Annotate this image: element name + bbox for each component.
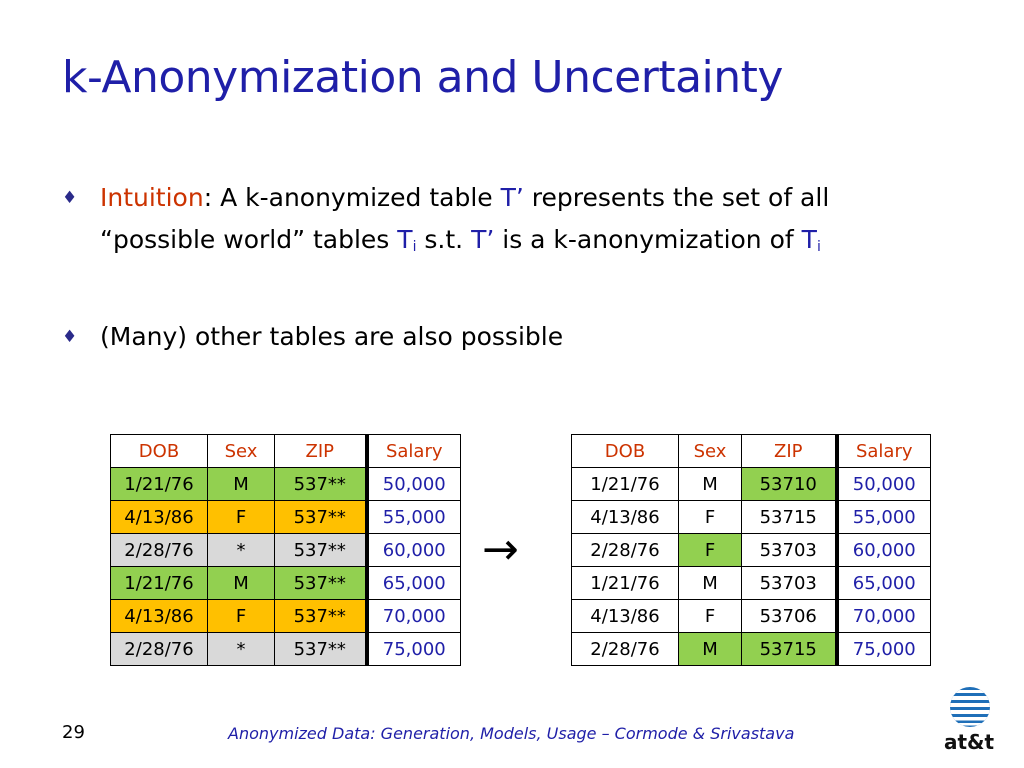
- t-i: $T_i$: [397, 225, 417, 255]
- cell-dob: 1/21/76: [111, 468, 208, 501]
- table-row: [572, 468, 931, 501]
- cell-dob: 2/28/76: [572, 633, 679, 666]
- cell-dob: 4/13/86: [111, 501, 208, 534]
- cell-dob: 1/21/76: [111, 567, 208, 600]
- col-salary: Salary: [837, 435, 931, 468]
- cell-sex: F: [679, 600, 742, 633]
- table-row: [572, 633, 931, 666]
- cell-zip: 53710: [742, 468, 837, 501]
- table-row: [111, 633, 461, 666]
- bullet-text: (Many) other tables are also possible: [100, 322, 564, 351]
- cell-dob: 2/28/76: [111, 534, 208, 567]
- table-row: [572, 600, 931, 633]
- cell-zip: 537**: [275, 468, 367, 501]
- cell-sex: M: [208, 567, 275, 600]
- cell-zip: 53715: [742, 501, 837, 534]
- t-prime: T’: [471, 225, 495, 254]
- col-zip: ZIP: [275, 435, 367, 468]
- table-row: [111, 534, 461, 567]
- table-row: [111, 567, 461, 600]
- cell-salary: 55,000: [367, 501, 461, 534]
- t-i: $T_i$: [801, 225, 821, 255]
- cell-salary: 70,000: [837, 600, 931, 633]
- bullet-line-2: [100, 219, 829, 268]
- cell-zip: 537**: [275, 633, 367, 666]
- table-row: [111, 501, 461, 534]
- table-row: [572, 567, 931, 600]
- cell-zip: 53706: [742, 600, 837, 633]
- cell-dob: 4/13/86: [111, 600, 208, 633]
- cell-sex: M: [679, 468, 742, 501]
- cell-salary: 75,000: [367, 633, 461, 666]
- table-row: [111, 468, 461, 501]
- cell-salary: 50,000: [837, 468, 931, 501]
- cell-sex: M: [679, 633, 742, 666]
- bullet-text: : A k-anonymized table: [203, 183, 501, 212]
- att-logo-text: at&t: [944, 730, 995, 754]
- cell-dob: 2/28/76: [111, 633, 208, 666]
- cell-salary: 60,000: [367, 534, 461, 567]
- cell-zip: 537**: [275, 501, 367, 534]
- cell-zip: 537**: [275, 567, 367, 600]
- cell-salary: 55,000: [837, 501, 931, 534]
- cell-zip: 537**: [275, 534, 367, 567]
- cell-dob: 1/21/76: [572, 567, 679, 600]
- col-dob: DOB: [572, 435, 679, 468]
- bullet-text: represents the set of all: [523, 183, 830, 212]
- att-globe-icon: [942, 686, 998, 730]
- cell-zip: 53703: [742, 567, 837, 600]
- cell-sex: *: [208, 633, 275, 666]
- cell-salary: 65,000: [837, 567, 931, 600]
- cell-salary: 65,000: [367, 567, 461, 600]
- col-salary: Salary: [367, 435, 461, 468]
- cell-salary: 50,000: [367, 468, 461, 501]
- intuition-label: Intuition: [100, 183, 204, 212]
- cell-salary: 60,000: [837, 534, 931, 567]
- cell-sex: M: [208, 468, 275, 501]
- cell-zip: 537**: [275, 600, 367, 633]
- cell-zip: 53715: [742, 633, 837, 666]
- bullet-line-1: [100, 177, 829, 219]
- cell-sex: M: [679, 567, 742, 600]
- slide-title: k-Anonymization and Uncertainty: [62, 52, 783, 103]
- bullet-text: is a k-anonymization of: [494, 225, 802, 254]
- bullet-text: s.t.: [416, 225, 472, 254]
- col-dob: DOB: [111, 435, 208, 468]
- table-row: [111, 600, 461, 633]
- arrow-icon: →: [482, 524, 519, 575]
- diamond-bullet-icon: ♦: [62, 188, 78, 208]
- cell-sex: *: [208, 534, 275, 567]
- table-row: [572, 534, 931, 567]
- col-sex: Sex: [208, 435, 275, 468]
- t-prime: T’: [500, 183, 524, 212]
- cell-sex: F: [679, 534, 742, 567]
- table-row: [572, 501, 931, 534]
- diamond-bullet-icon: ♦: [62, 327, 78, 347]
- cell-sex: F: [208, 600, 275, 633]
- cell-dob: 1/21/76: [572, 468, 679, 501]
- cell-salary: 75,000: [837, 633, 931, 666]
- page-number: 29: [62, 722, 85, 743]
- cell-sex: F: [679, 501, 742, 534]
- cell-dob: 4/13/86: [572, 600, 679, 633]
- cell-sex: F: [208, 501, 275, 534]
- col-sex: Sex: [679, 435, 742, 468]
- bullet-text: “possible world” tables: [100, 225, 398, 254]
- cell-dob: 2/28/76: [572, 534, 679, 567]
- anonymized-table: [110, 434, 461, 666]
- col-zip: ZIP: [742, 435, 837, 468]
- att-logo: [942, 686, 998, 754]
- cell-salary: 70,000: [367, 600, 461, 633]
- cell-dob: 4/13/86: [572, 501, 679, 534]
- possible-world-table: [571, 434, 931, 666]
- cell-zip: 53703: [742, 534, 837, 567]
- footer-text: Anonymized Data: Generation, Models, Usage – Cormode & Srivastava: [228, 724, 795, 743]
